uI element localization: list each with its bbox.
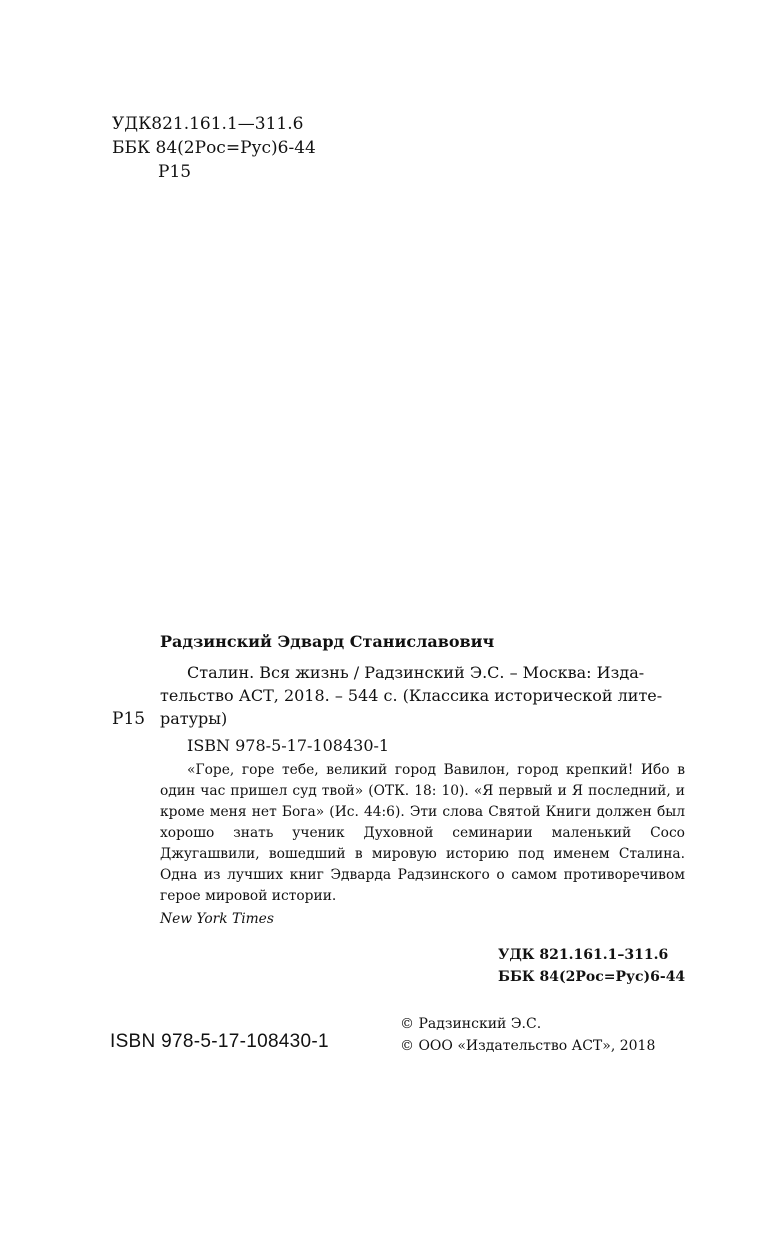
author-name: Радзинский Эдвард Станиславович bbox=[160, 632, 495, 651]
bbk-code: ББК 84(2Рос=Рус)6-44 bbox=[498, 969, 686, 985]
description-line-2: тельство АСТ, 2018. – 544 с. (Классика исторической лите- bbox=[160, 686, 663, 705]
top-bbk-code: ББК 84(2Рос=Рус)6-44 bbox=[112, 138, 316, 158]
copyright-block bbox=[400, 1013, 655, 1057]
description-line-3: ратуры) bbox=[160, 709, 228, 728]
annotation-source: New York Times bbox=[160, 911, 274, 927]
top-author-mark: Р15 bbox=[158, 162, 192, 182]
copyright-publisher: © ООО «Издательство АСТ», 2018 bbox=[400, 1038, 656, 1054]
isbn-bottom: ISBN 978-5-17-108430-1 bbox=[110, 1031, 329, 1052]
entry-isbn: ISBN 978-5-17-108430-1 bbox=[187, 736, 390, 755]
copyright-author: © Радзинский Э.С. bbox=[400, 1016, 542, 1032]
author-mark-left: Р15 bbox=[112, 709, 146, 729]
annotation bbox=[160, 760, 685, 930]
bibliographic-description bbox=[160, 661, 685, 757]
udk-code: УДК 821.161.1–311.6 bbox=[498, 947, 669, 963]
annotation-text: «Горе, горе тебе, великий город Вавилон, город крепкий! Ибо в один час пришел суд твой» (ОТК. 18: 10). «Я первый и Я последний, и кроме меня нет Бога» (Ис. 44:6). Эти слова Святой Книги должен был хорошо знать ученик Духовной семинарии маленький Сосо Джугашвили, вошедший в мировую историю под именем Сталина. Одна из лучших книг Эдварда Радзинского о самом противоречивом герое мировой истории. bbox=[160, 762, 685, 904]
codes-right bbox=[498, 944, 685, 988]
description-line-1: Сталин. Вся жизнь / Радзинский Э.С. – Москва: Изда- bbox=[187, 663, 645, 682]
top-udk-code: УДК821.161.1—311.6 bbox=[112, 114, 304, 134]
